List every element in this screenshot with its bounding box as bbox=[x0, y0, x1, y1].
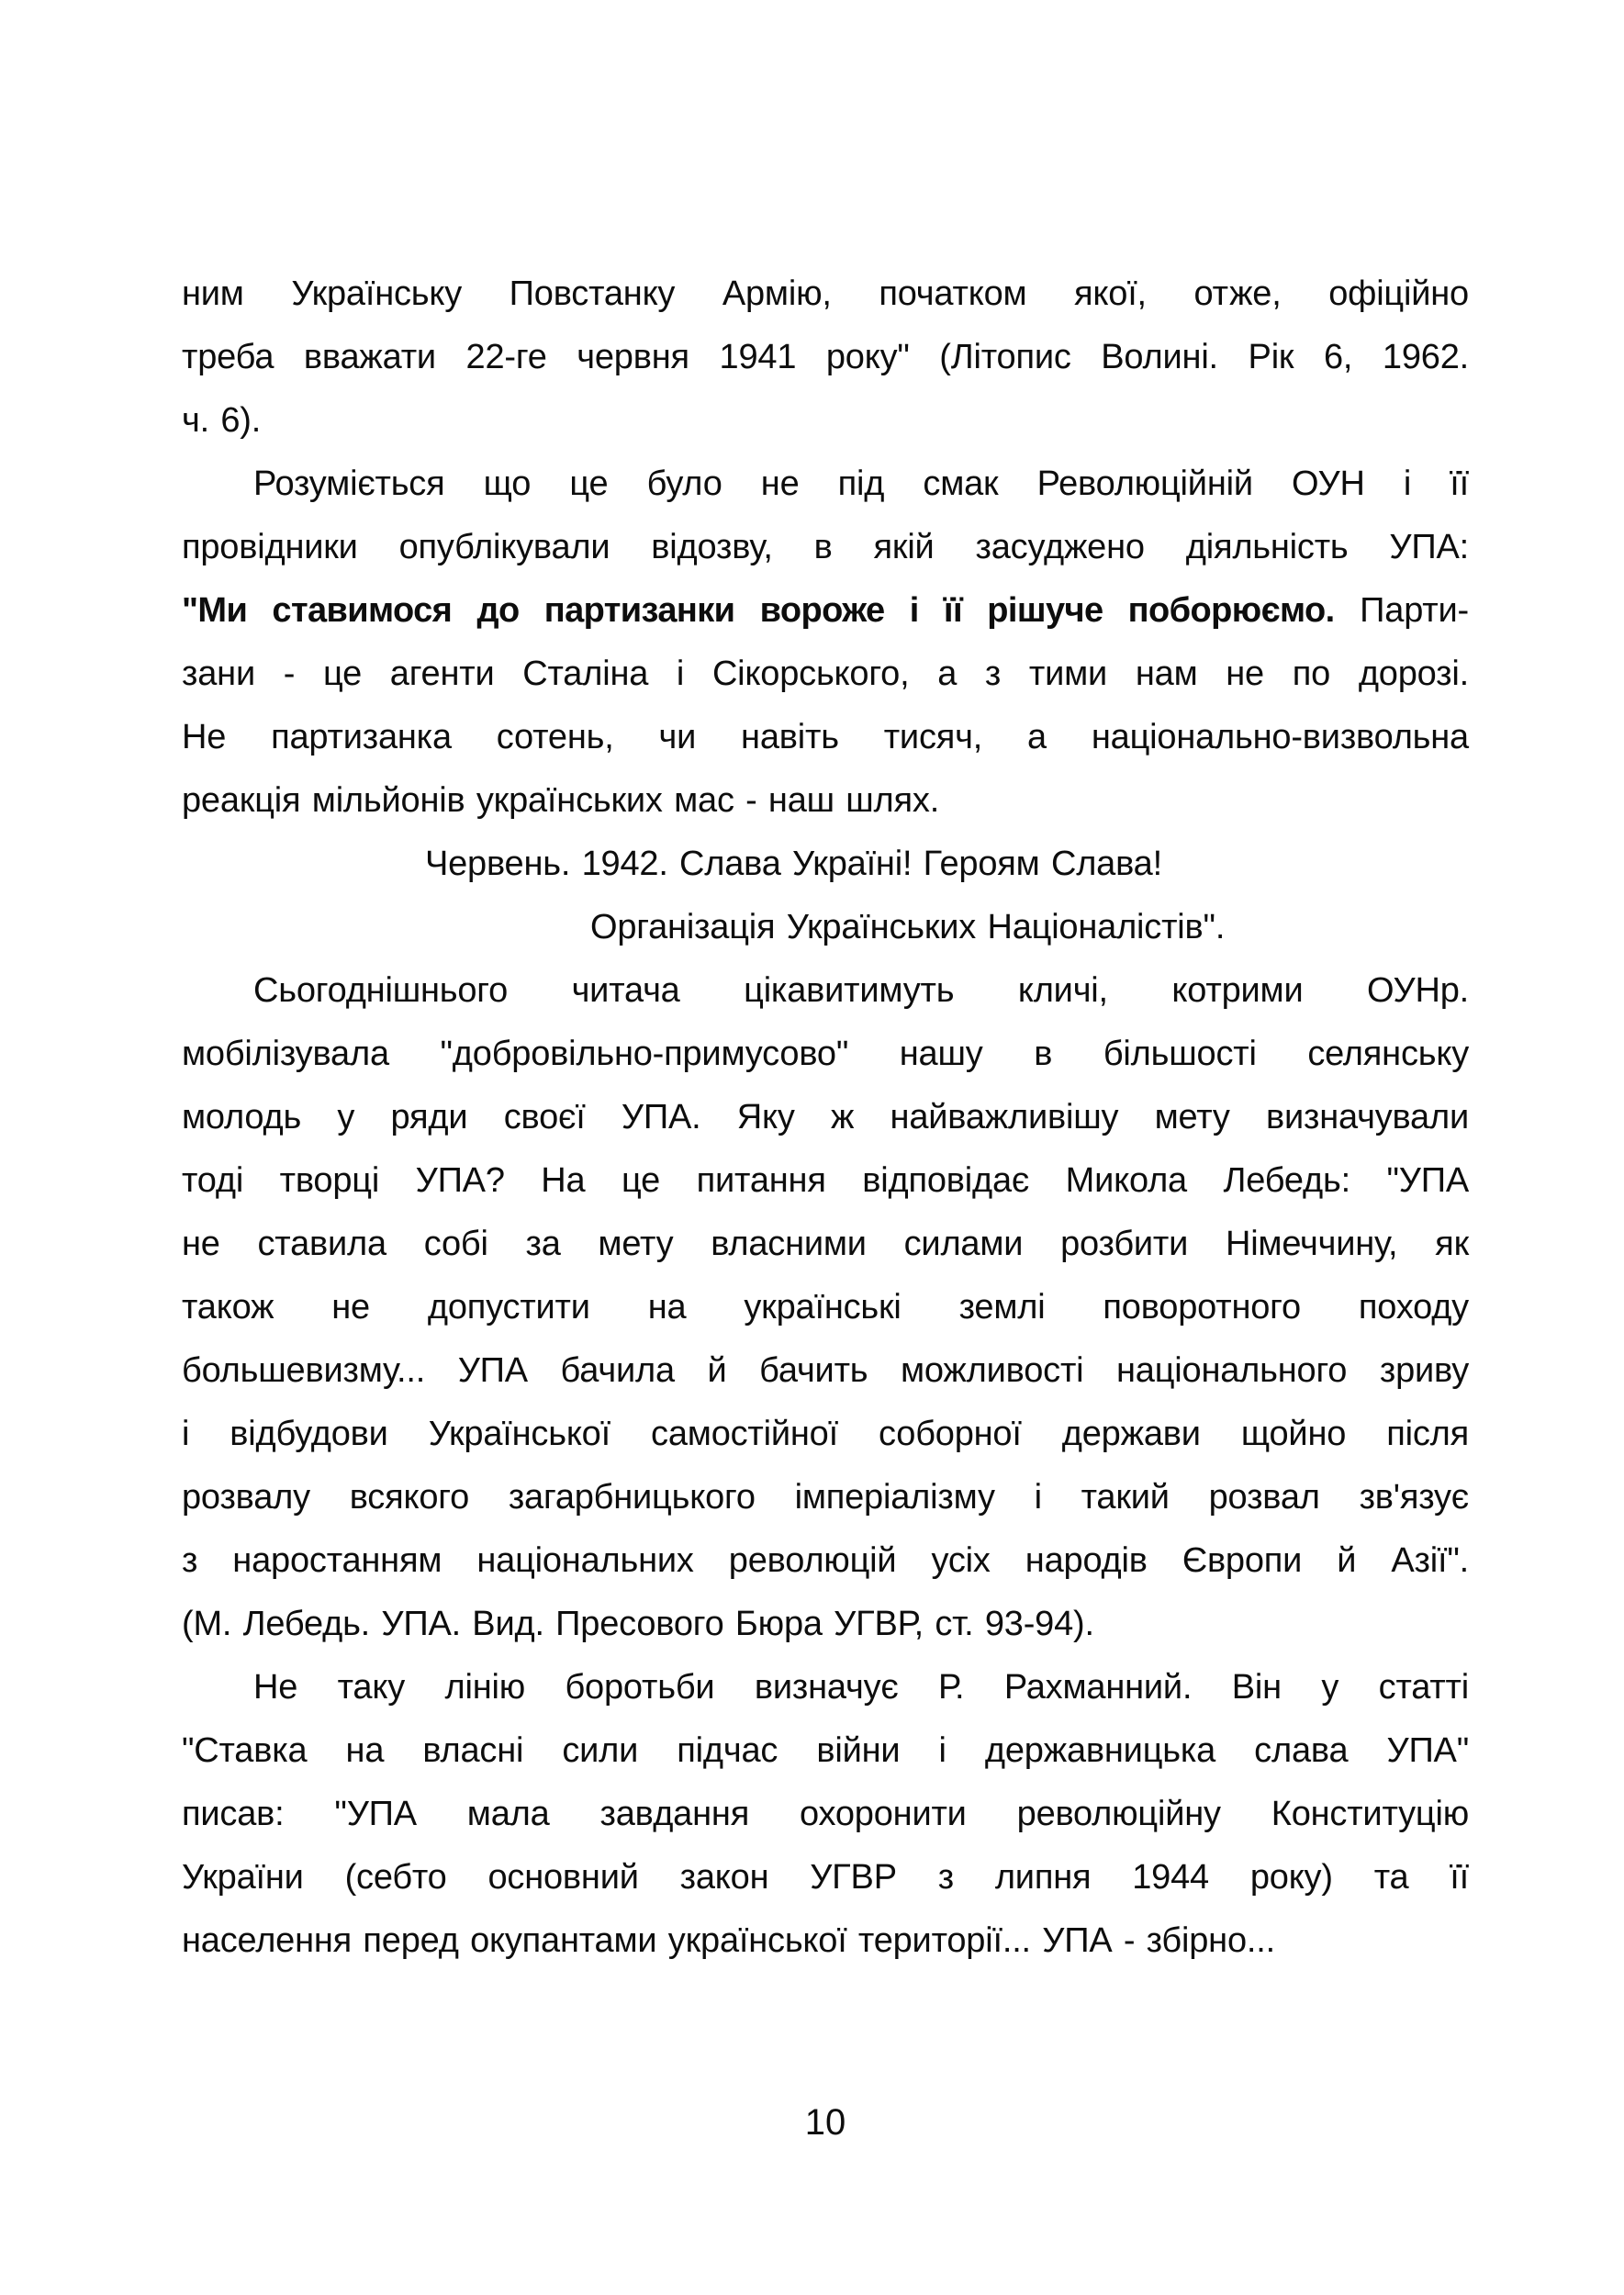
text-segment: ч. 6). bbox=[182, 401, 262, 440]
text-segment: Червень. 1942. Слава Україні! Героям Слава! bbox=[425, 845, 1162, 883]
text-line bbox=[182, 1339, 1469, 1403]
text-line bbox=[182, 1529, 1469, 1593]
text-segment: Не таку лінію боротьби визначує Р. Рахманний. Він у статті bbox=[253, 1668, 1469, 1707]
text-line bbox=[182, 1719, 1469, 1783]
text-segment: зани - це агенти Сталіна і Сікорського, а з тими нам не по дорозі. bbox=[182, 655, 1469, 693]
text-line bbox=[182, 263, 1469, 326]
text-segment: розвалу всякого загарбницького імперіалізму і такий розвал зв'язує bbox=[182, 1478, 1469, 1517]
text-line bbox=[182, 1149, 1469, 1213]
text-segment: Сьогоднішнього читача цікавитимуть кличі, котрими ОУНр. bbox=[253, 971, 1469, 1010]
text-segment: Парти- bbox=[1334, 591, 1469, 630]
text-line bbox=[182, 1909, 1469, 1973]
text-line bbox=[182, 389, 1469, 453]
text-line bbox=[182, 706, 1469, 769]
text-segment: також не допустити на українські землі поворотного походу bbox=[182, 1288, 1469, 1327]
text-line bbox=[182, 1276, 1469, 1339]
text-line bbox=[182, 769, 1469, 833]
text-line bbox=[182, 1783, 1469, 1846]
bold-quote-segment: "Ми ставимося до партизанки вороже і її рішуче поборюємо. bbox=[182, 591, 1335, 630]
text-segment: Розуміється що це було не під смак Революційній ОУН і її bbox=[253, 465, 1469, 503]
text-segment: тоді творці УПА? На це питання відповідає Микола Лебедь: "УПА bbox=[182, 1161, 1469, 1200]
text-line bbox=[182, 959, 1469, 1023]
text-segment: молодь у ряди своєї УПА. Яку ж найважливішу мету визначували bbox=[182, 1098, 1469, 1136]
text-line bbox=[182, 326, 1469, 389]
text-segment: України (себто основний закон УГВР з липня 1944 року) та її bbox=[182, 1858, 1469, 1897]
text-line bbox=[182, 1023, 1469, 1086]
text-segment: ним Українську Повстанку Армію, початком якої, отже, офіційно bbox=[182, 274, 1469, 313]
text-segment: населення перед окупантами української території... УПА - збірно... bbox=[182, 1921, 1275, 1960]
text-line bbox=[182, 1403, 1469, 1466]
text-segment: мобілізувала "добровільно-примусово" нашу в більшості селянську bbox=[182, 1035, 1469, 1073]
text-segment: (М. Лебедь. УПА. Вид. Пресового Бюра УГВР, ст. 93-94). bbox=[182, 1605, 1094, 1643]
text-segment: треба вважати 22-ге червня 1941 року" (Літопис Волині. Рік 6, 1962. bbox=[182, 338, 1469, 376]
text-line bbox=[425, 833, 1469, 896]
text-line bbox=[182, 1656, 1469, 1719]
text-line bbox=[182, 453, 1469, 516]
text-line bbox=[182, 1213, 1469, 1276]
text-segment: большевизму... УПА бачила й бачить можливості національного зриву bbox=[182, 1351, 1469, 1390]
text-segment: і відбудови Української самостійної соборної держави щойно після bbox=[182, 1415, 1469, 1453]
page-number: 10 bbox=[804, 2102, 846, 2143]
text-line bbox=[182, 516, 1469, 579]
text-line bbox=[182, 579, 1469, 643]
text-line bbox=[182, 1086, 1469, 1149]
text-segment: не ставила собі за мету власними силами розбити Німеччину, як bbox=[182, 1225, 1469, 1263]
text-segment: реакція мільйонів українських мас - наш шлях. bbox=[182, 781, 940, 820]
text-line bbox=[182, 643, 1469, 706]
text-segment: з наростанням національних революцій усіх народів Європи й Азії". bbox=[182, 1541, 1469, 1580]
text-segment: Не партизанка сотень, чи навіть тисяч, а національно-визвольна bbox=[182, 718, 1469, 756]
text-segment: "Ставка на власні сили підчас війни і державницька слава УПА" bbox=[182, 1731, 1469, 1770]
text-line bbox=[182, 1593, 1469, 1656]
text-line bbox=[182, 1846, 1469, 1909]
text-segment: писав: "УПА мала завдання охоронити революційну Конституцію bbox=[182, 1795, 1469, 1833]
text-line bbox=[182, 1466, 1469, 1529]
page-text-block bbox=[182, 263, 1469, 1973]
text-line bbox=[590, 896, 1469, 959]
text-segment: Організація Українських Націоналістів". bbox=[590, 908, 1226, 946]
text-segment: провідники опублікували відозву, в якій засуджено діяльність УПА: bbox=[182, 528, 1469, 566]
